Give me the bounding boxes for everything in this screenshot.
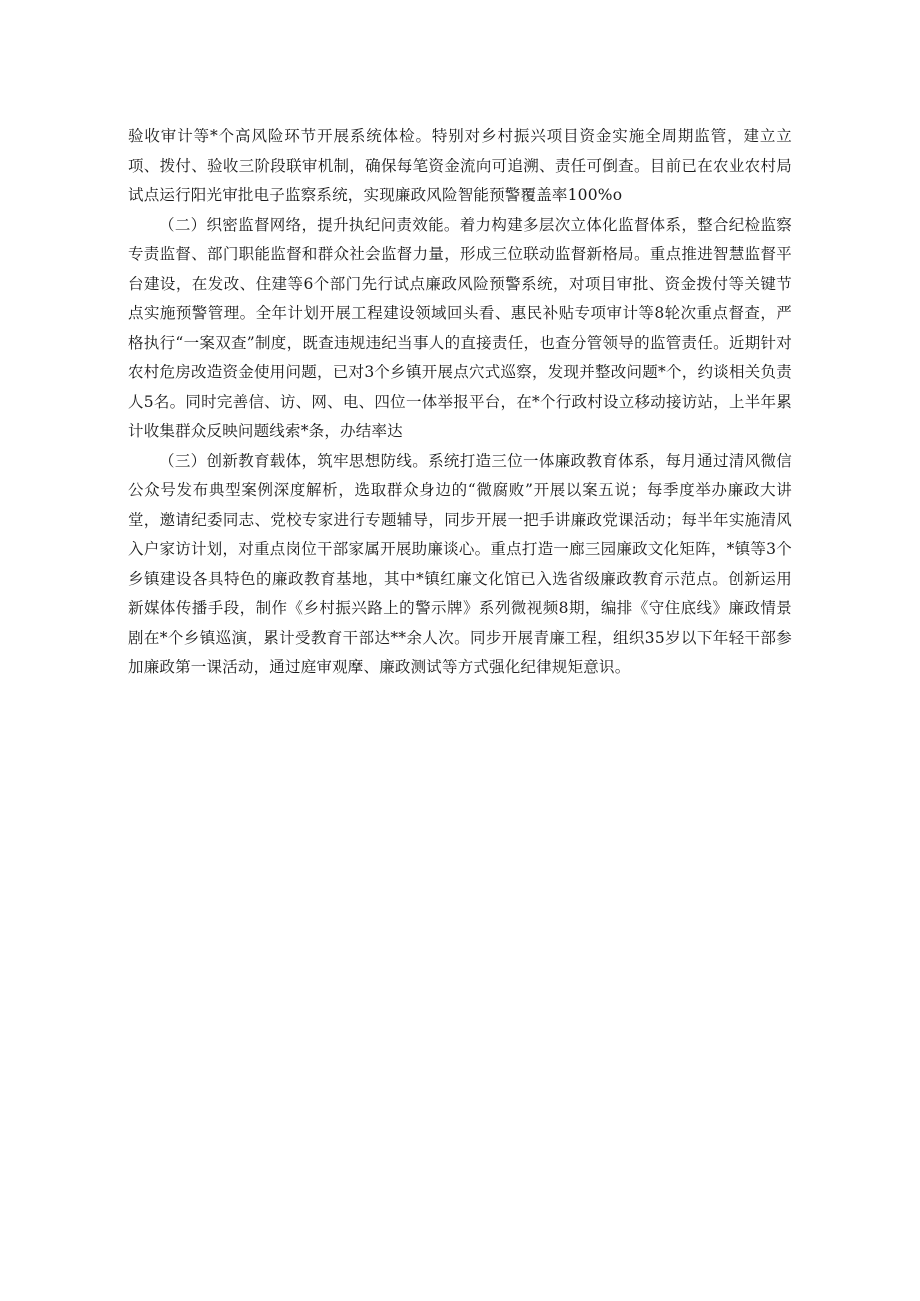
paragraph-continuation: 验收审计等*个高风险环节开展系统体检。特别对乡村振兴项目资金实施全周期监管，建立立项、拨付、验收三阶段联审机制，确保每笔资金流向可追溯、责任可倒查。目前已在农业农村局试点运行阳光审批电子监察系统，实现廉政风险智能预警覆盖率100%o [128,127,792,204]
document-body [128,122,792,683]
paragraph-education: （三）创新教育载体，筑牢思想防线。系统打造三位一体廉政教育体系，每月通过清风微信公众号发布典型案例深度解析，选取群众身边的“微腐败”开展以案五说；每季度举办廉政大讲堂，邀请纪委同志、党校专家进行专题辅导，同步开展一把手讲廉政党课活动；每半年实施清风入户家访计划，对重点岗位干部家属开展助廉谈心。重点打造一廊三园廉政文化矩阵，*镇等3个乡镇建设各具特色的廉政教育基地，其中*镇红廉文化馆已入选省级廉政教育示范点。创新运用新媒体传播手段，制作《乡村振兴路上的警示牌》系列微视频8期，编排《守住底线》廉政情景剧在*个乡镇巡演，累计受教育干部达**余人次。同步开展青廉工程，组织35岁以下年轻干部参加廉政第一课活动，通过庭审观摩、廉政测试等方式强化纪律规矩意识。 [128,451,792,676]
paragraph-supervision-network: （二）织密监督网络，提升执纪问责效能。着力构建多层次立体化监督体系，整合纪检监察专责监督、部门职能监督和群众社会监督力量，形成三位联动监督新格局。重点推进智慧监督平台建设，在发改、住建等6个部门先行试点廉政风险预警系统，对项目审批、资金拨付等关键节点实施预警管理。全年计划开展工程建设领域回头看、惠民补贴专项审计等8轮次重点督查，严格执行“一案双查”制度，既查违规违纪当事人的直接责任，也查分管领导的监管责任。近期针对农村危房改造资金使用问题，已对3个乡镇开展点穴式巡察，发现并整改问题*个，约谈相关负责人5名。同时完善信、访、网、电、四位一体举报平台，在*个行政村设立移动接访站，上半年累计收集群众反映问题线索*条，办结率达 [128,215,792,440]
